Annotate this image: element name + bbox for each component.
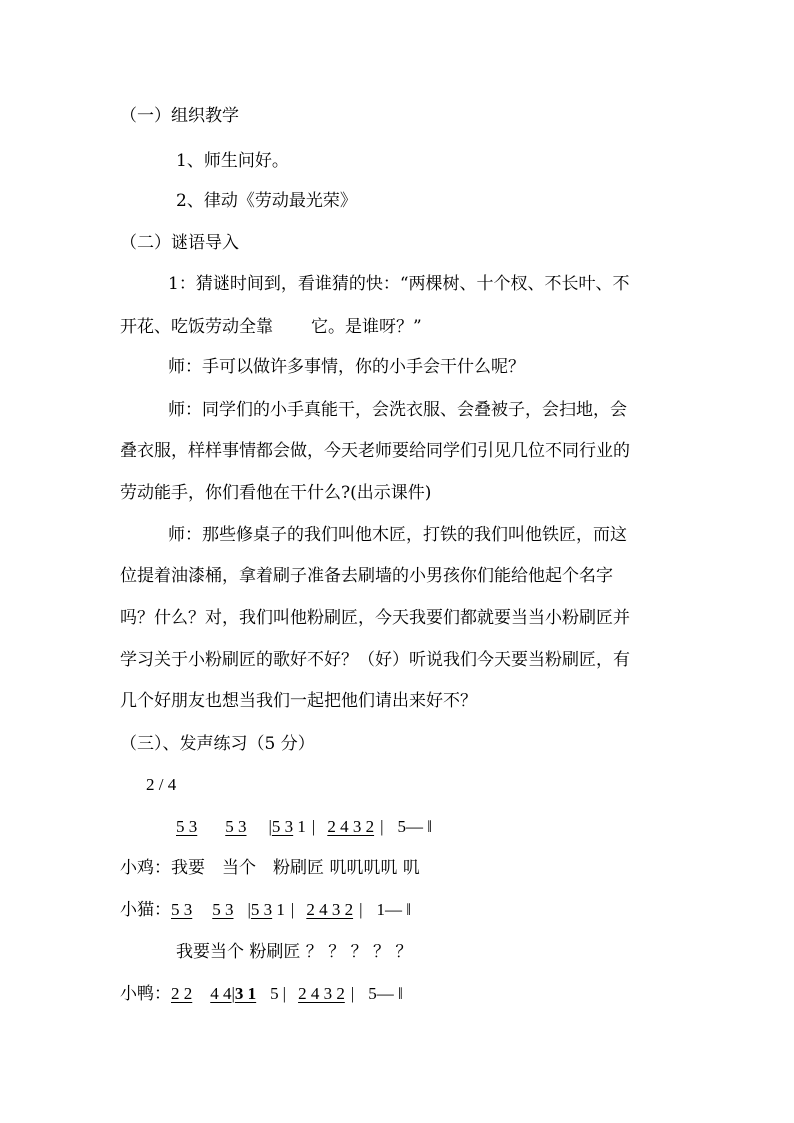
note-group: 5— ‖ — [368, 984, 403, 1003]
bar-line: | — [231, 984, 235, 1003]
note-group: 2 2 — [171, 984, 193, 1003]
paragraph-line: 几个好朋友也想当我们一起把他们请出来好不？ — [120, 691, 477, 711]
note-group: 5 3 — [176, 817, 198, 836]
lyric-text: 我要 当个 粉刷匠 叽叽叽叽 叽 — [171, 858, 420, 878]
note-group: 4 4 — [210, 984, 232, 1003]
paragraph-line: 叠衣服，样样事情都会做，今天老师要给同学们引见几位不同行业的 — [120, 441, 630, 461]
note-group: 5 3 — [250, 900, 273, 919]
paragraph-line: 劳动能手，你们看他在干什么?(出示课件) — [120, 483, 432, 503]
lyric-row — [120, 857, 420, 879]
note-group: 1— ‖ — [376, 900, 411, 919]
paragraph-line: 师：那些修桌子的我们叫他木匠，打铁的我们叫他铁匠，而这 — [168, 525, 627, 545]
note-group: 3 1 — [234, 984, 257, 1003]
note-group: 5 3 — [212, 900, 234, 919]
section-heading-3: （三）、发声练习（5 分） — [120, 734, 315, 754]
note-group: 5— ‖ — [397, 817, 432, 836]
note-group: 2 4 3 2 — [327, 817, 375, 836]
lyric-label: 小鸡： — [120, 858, 171, 878]
bar-line: | — [282, 984, 287, 1003]
section-heading-1: （一）组织教学 — [120, 106, 239, 126]
lyric-row: 我要当个 粉刷匠 ？ ？ ？ ？ ？ — [176, 942, 413, 962]
note-group: 5 3 — [225, 817, 247, 836]
paragraph-line: 学习关于小粉刷匠的歌好不好？（好）听说我们今天要当粉刷匠，有 — [120, 650, 630, 670]
list-item: 1、师生问好。 — [176, 151, 289, 171]
paragraph-line: 1：猜谜时间到，看谁猜的快：“两棵树、十个杈、不长叶、不 — [168, 274, 630, 294]
time-signature: 2 / 4 — [146, 775, 177, 794]
bar-line: | — [290, 900, 295, 919]
row-label: 小鸭： — [120, 984, 171, 1003]
note-group: 5 — [270, 984, 279, 1003]
bar-line: | — [359, 900, 363, 919]
row-label: 小猫： — [120, 900, 171, 919]
note-group: 5 3 — [271, 817, 294, 836]
bar-line: | — [380, 817, 384, 836]
note-group: 1 — [272, 900, 285, 919]
note-group: 5 3 — [171, 900, 193, 919]
bar-line: | — [311, 817, 316, 836]
paragraph-line: 吗？什么？对，我们叫他粉刷匠，今天我要们都就要当当小粉刷匠并 — [120, 608, 630, 628]
paragraph-line: 师：手可以做许多事情，你的小手会干什么呢？ — [168, 357, 525, 377]
list-item: 2、律动《劳动最光荣》 — [176, 191, 357, 211]
notation-row — [176, 816, 432, 838]
section-heading-2: （二）谜语导入 — [120, 233, 239, 253]
note-group: 2 4 3 2 — [306, 900, 354, 919]
note-group: 1 — [293, 817, 306, 836]
bar-line: | — [247, 900, 251, 919]
notation-row — [120, 899, 411, 921]
bar-line: | — [350, 984, 355, 1003]
paragraph-line: 师：同学们的小手真能干，会洗衣服、会叠被子，会扫地，会 — [168, 400, 627, 420]
note-group: 2 4 3 2 — [298, 984, 345, 1003]
text-span: 它。是谁呀？” — [311, 317, 422, 337]
paragraph-line: 位提着油漆桶，拿着刷子准备去刷墙的小男孩你们能给他起个名字 — [120, 566, 613, 586]
paragraph-line — [120, 316, 422, 338]
text-span: 开花、吃饭劳动全靠 — [120, 317, 273, 337]
notation-row — [120, 983, 403, 1005]
bar-line: | — [268, 817, 272, 836]
